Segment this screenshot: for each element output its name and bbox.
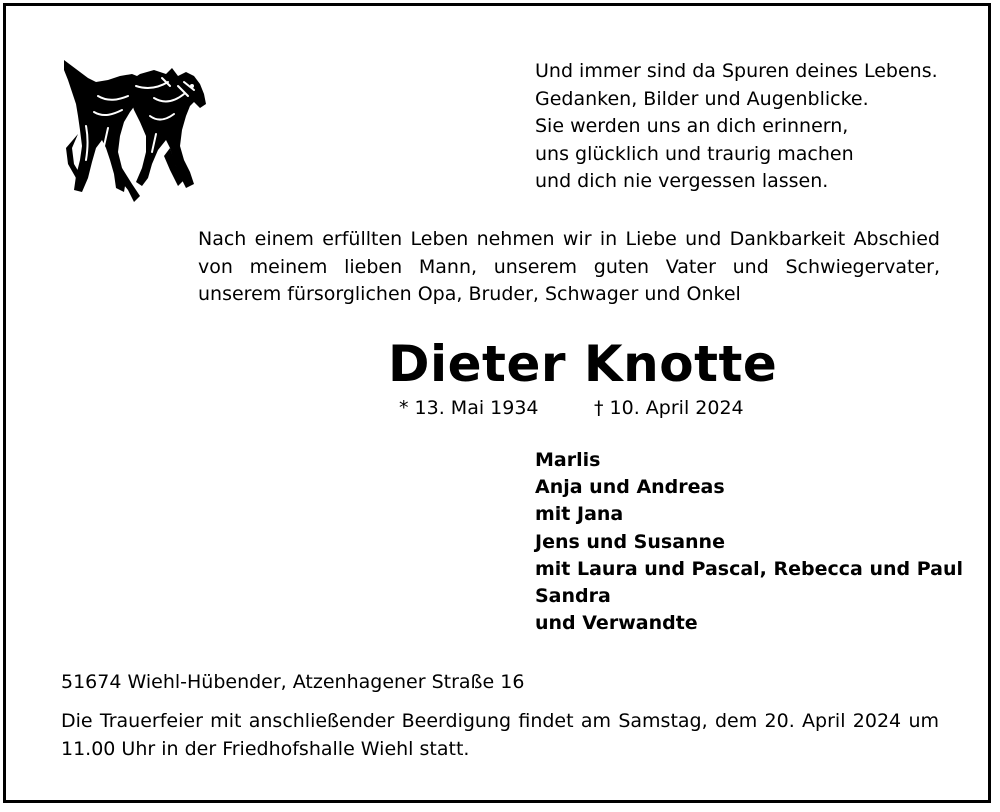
funeral-service-info: Die Trauerfeier mit anschließender Beerdigung findet am Samstag, dem 20. April 2024 um 11.00 Uhr in der Friedhofshalle Wiehl statt. <box>61 710 939 760</box>
memorial-poem <box>535 58 938 196</box>
mourner-entry: Sandra <box>535 585 611 608</box>
poem-line: Und immer sind da Spuren deines Lebens. <box>535 60 938 82</box>
poem-line: Sie werden uns an dich erinnern, <box>535 115 849 137</box>
birth-date: * 13. Mai 1934 <box>399 397 539 419</box>
mourner-entry: und Verwandte <box>535 612 698 635</box>
horse-eye <box>190 84 194 88</box>
mourner-entry: mit Laura und Pascal, Rebecca und Paul <box>535 557 964 580</box>
mourner-entry: Anja und Andreas <box>535 476 725 499</box>
horses-icon <box>58 56 218 208</box>
family-address: 51674 Wiehl-Hübender, Atzenhagener Straße 16 <box>61 671 525 693</box>
front-horse-shape <box>128 68 206 188</box>
mourner-entry: mit Jana <box>535 503 624 526</box>
mourners-list <box>535 447 963 637</box>
mourner-entry: Jens und Susanne <box>535 530 725 553</box>
death-date: † 10. April 2024 <box>594 397 744 419</box>
poem-line: und dich nie vergessen lassen. <box>535 170 829 192</box>
intro-paragraph: Nach einem erfüllten Leben nehmen wir in Liebe und Dankbarkeit Abschied von meinem lieben Mann, unserem guten Vater und Schwiegervater, unserem fürsorglichen Opa, Bruder, Schwager und Onkel <box>198 228 940 305</box>
mourner-entry: Marlis <box>535 449 601 471</box>
poem-line: Gedanken, Bilder und Augenblicke. <box>535 87 869 110</box>
poem-line: uns glücklich und traurig machen <box>535 142 854 165</box>
deceased-name: Dieter Knotte <box>388 335 778 393</box>
